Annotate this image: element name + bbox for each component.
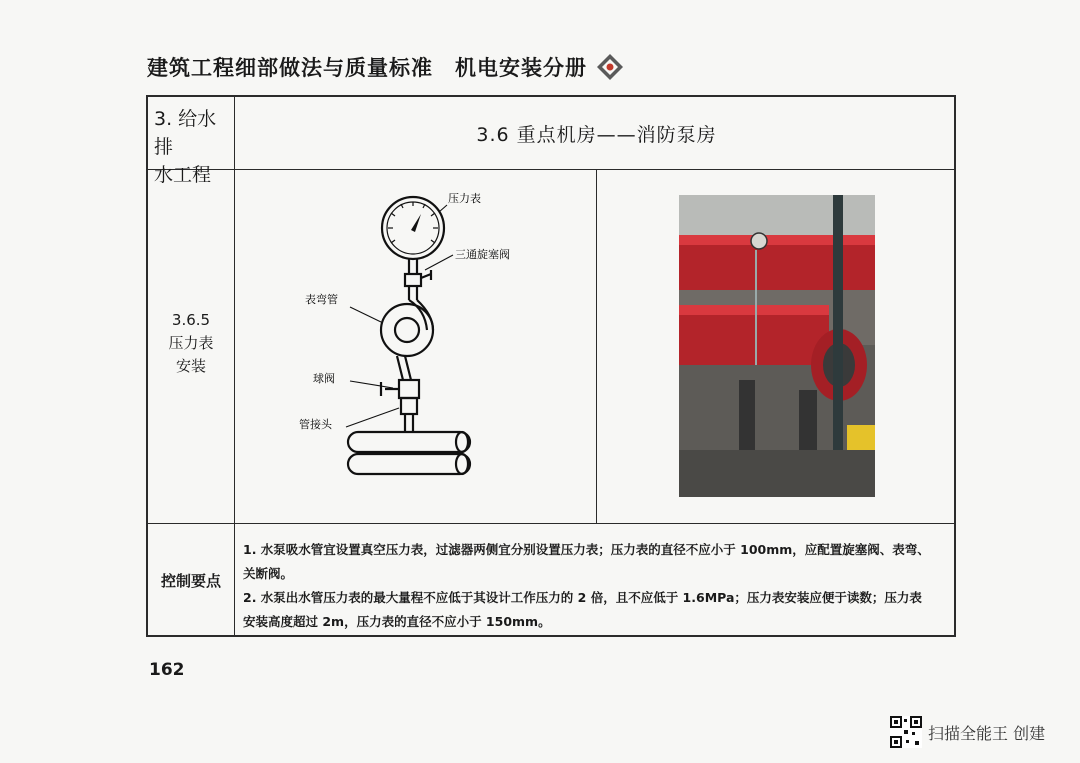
watermark	[890, 716, 1045, 748]
control-points-text	[243, 538, 953, 634]
category-line-2: 水工程	[154, 164, 212, 186]
pressure-gauge-diagram	[235, 170, 596, 523]
pump-room-photo	[679, 195, 875, 497]
book-title: 建筑工程细部做法与质量标准	[147, 56, 433, 80]
control-line: 安装高度超过 2m，压力表的直径不应小于 150mm。	[243, 614, 551, 629]
item-name-line-1: 压力表	[168, 334, 214, 352]
page-number: 162	[149, 660, 185, 680]
category-line-1: 3. 给水排	[154, 108, 217, 158]
label-ball-valve: 球阀	[313, 372, 335, 385]
item-cell	[148, 309, 234, 378]
spec-table	[146, 95, 956, 637]
label-three-way-cock: 三通旋塞阀	[455, 248, 510, 261]
item-number: 3.6.5	[171, 311, 211, 329]
label-gauge: 压力表	[448, 192, 481, 205]
control-line: 1. 水泵吸水管宜设置真空压力表，过滤器两侧宜分别设置压力表；压力表的直径不应小于 100mm，应配置旋塞阀、表弯、	[243, 542, 930, 557]
label-pipe-joint: 管接头	[299, 418, 332, 431]
item-name-line-2: 安装	[175, 357, 206, 375]
control-line: 2. 水泵出水管压力表的最大量程不应低于其设计工作压力的 2 倍，且不应低于 1.6MPa；压力表安装应便于读数；压力表	[243, 590, 922, 605]
control-points-label: 控制要点	[160, 572, 221, 590]
watermark-text: 扫描全能王 创建	[928, 723, 1046, 743]
control-line: 关断阀。	[243, 566, 294, 581]
publisher-logo-icon	[595, 52, 625, 82]
label-coil: 表弯管	[305, 293, 338, 306]
section-title: 3.6 重点机房——消防泵房	[476, 123, 717, 146]
qr-code-icon	[890, 716, 922, 748]
category-cell	[148, 97, 234, 186]
book-header	[147, 52, 625, 82]
volume-title: 机电安装分册	[455, 56, 587, 80]
